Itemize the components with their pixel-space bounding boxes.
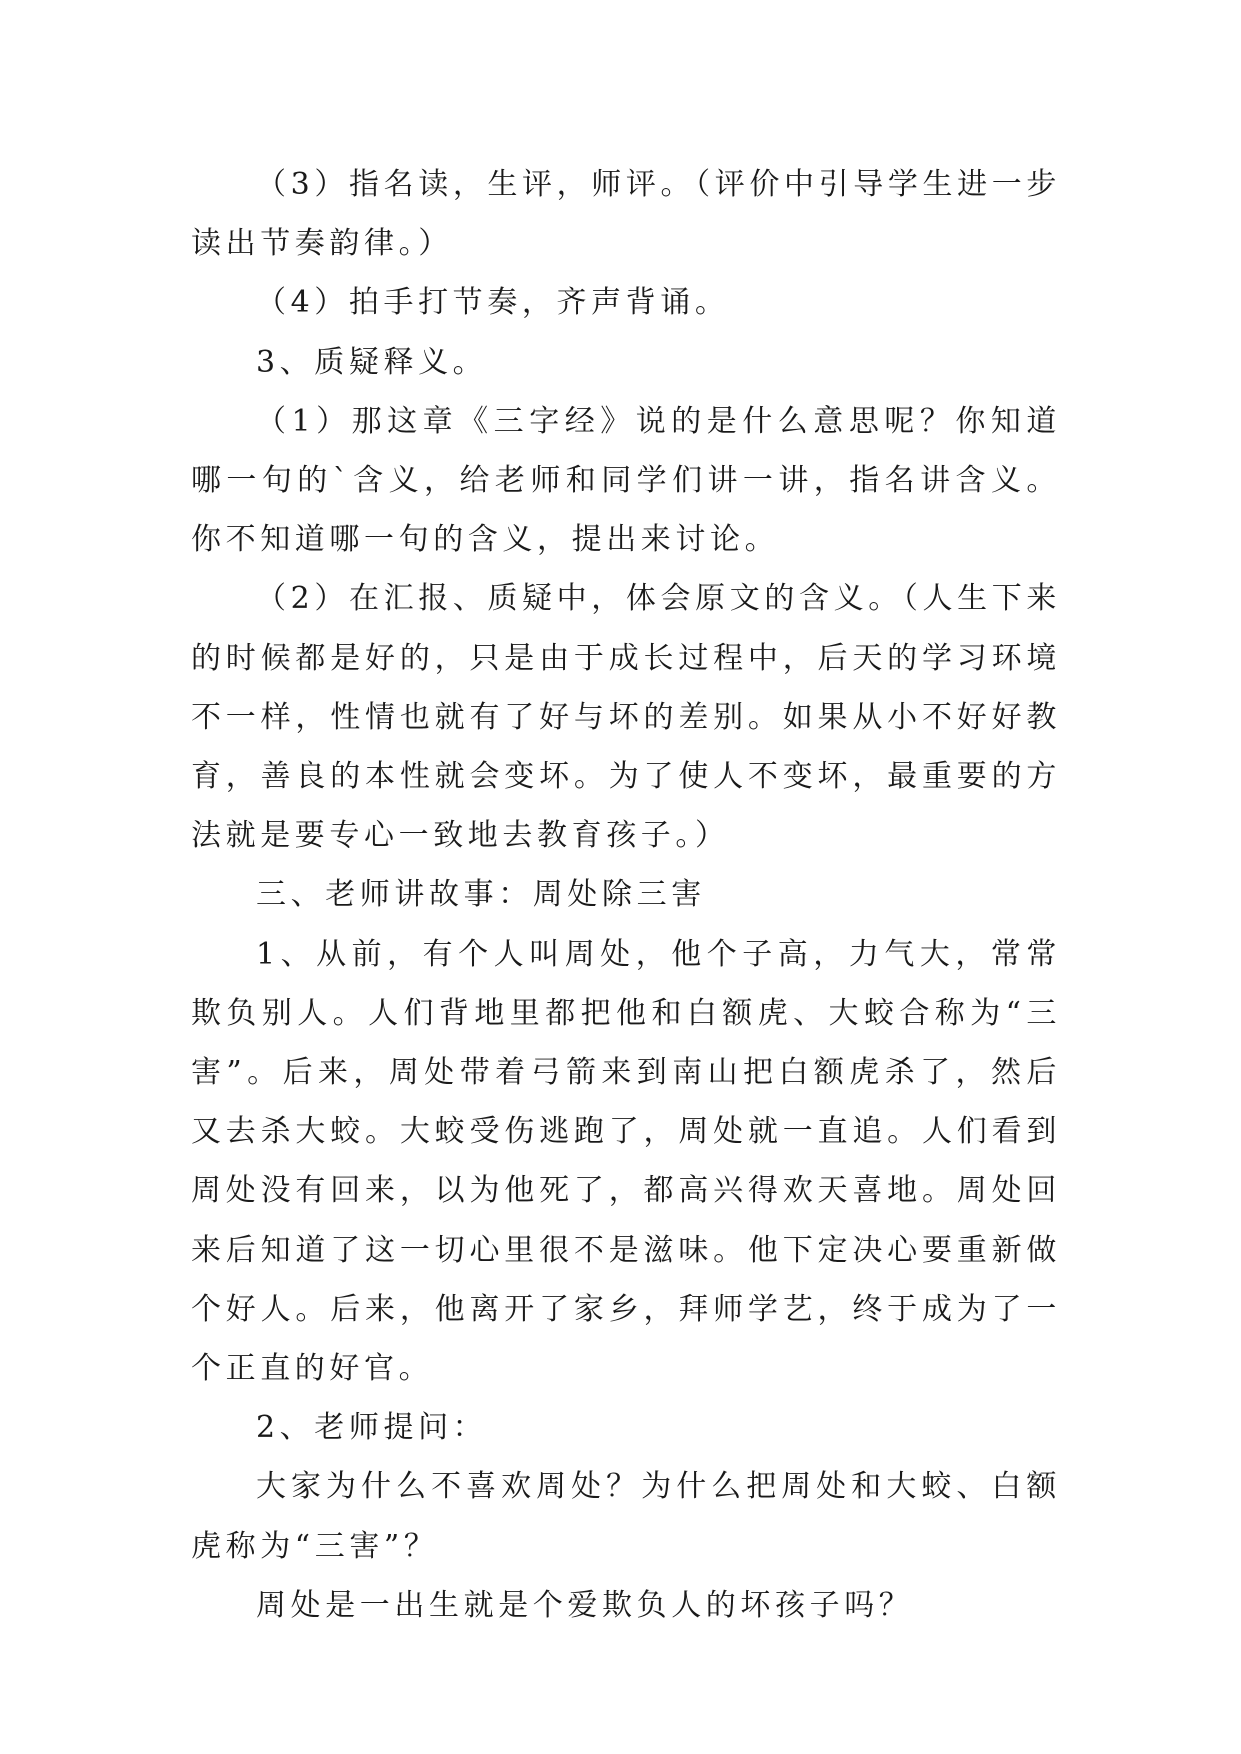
paragraph-teacher-questions: 2、老师提问： — [256, 1410, 488, 1446]
section-heading-story: 三、老师讲故事：周处除三害 — [256, 877, 706, 913]
paragraph-zhou-chu-story: 1、从前，有个人叫周处，他个子高，力气大，常常欺负别人。人们背地里都把他和白额虎、大蛟合称为“三害”。后来，周处带着弓箭来到南山把白额虎杀了，然后又去杀大蛟。大蛟受伤逃跑了，周处就一直追。人们看到周处没有回来，以为他死了，都高兴得欢天喜地。周处回来后知道了这一切心里很不是滋味。他下定决心要重新做个好人。后来，他离开了家乡，拜师学艺，终于成为了一个正直的好官。 — [191, 936, 1061, 1387]
paragraph-question-two: 周处是一出生就是个爱欺负人的坏孩子吗？ — [256, 1587, 914, 1623]
paragraph-original-meaning: （2）在汇报、质疑中，体会原文的含义。（人生下来的时候都是好的，只是由于成长过程中，后天的学习环境不一样，性情也就有了好与坏的差别。如果从小不好好教育，善良的本性就会变坏。为了使人不变坏，最重要的方法就是要专心一致地去教育孩子。） — [191, 581, 1061, 854]
document-body — [191, 155, 1061, 1635]
paragraph-meaning-discussion: （1）那这章《三字经》说的是什么意思呢？你知道哪一句的`含义，给老师和同学们讲一讲，指名讲含义。你不知道哪一句的含义，提出来讨论。 — [191, 403, 1061, 558]
paragraph-reading-evaluation: （3）指名读，生评，师评。（评价中引导学生进一步读出节奏韵律。） — [191, 167, 1061, 262]
paragraph-clapping-rhythm: （4）拍手打节奏，齐声背诵。 — [256, 285, 730, 321]
paragraph-question-meaning: 3、质疑释义。 — [256, 344, 488, 380]
paragraph-question-one: 大家为什么不喜欢周处？为什么把周处和大蛟、白额虎称为“三害”？ — [191, 1469, 1061, 1564]
